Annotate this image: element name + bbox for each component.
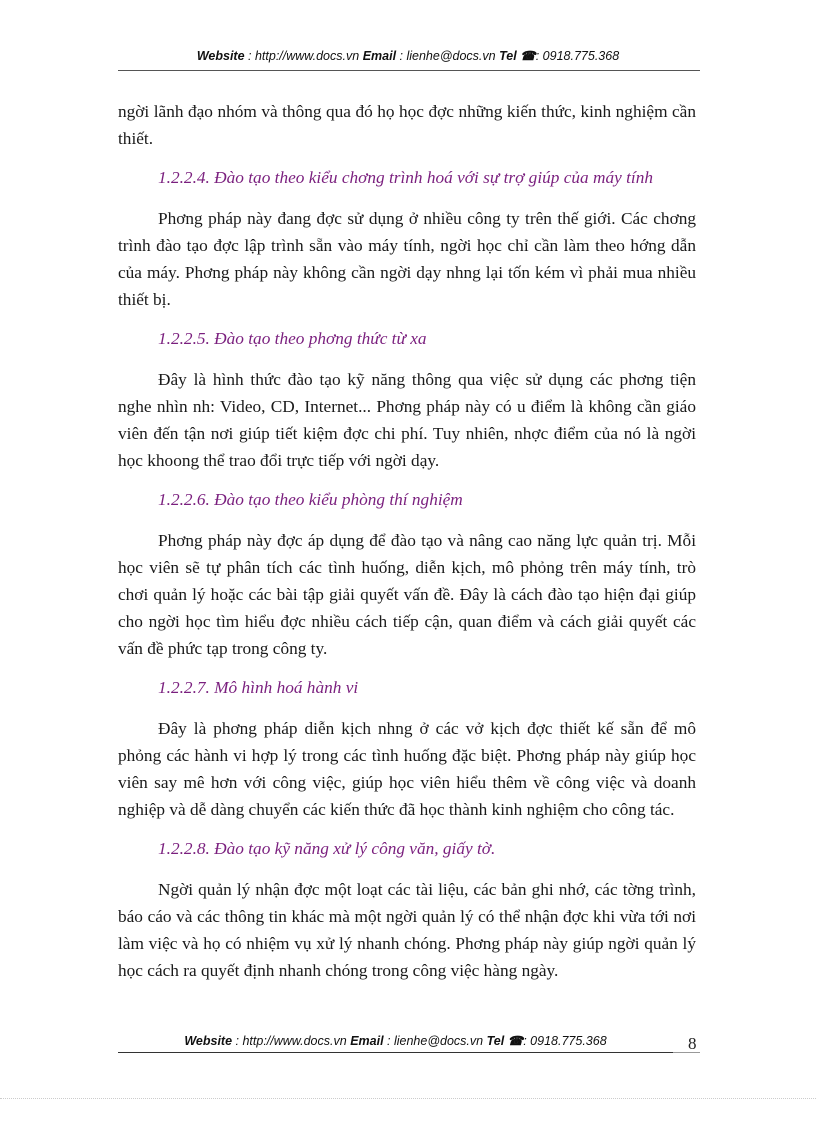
paragraph-intro: ngời lãnh đạo nhóm và thông qua đó họ học đợc những kiến thức, kinh nghiệm cần thiết. — [118, 102, 696, 148]
paragraph-1-2-2-8: Ngời quản lý nhận đợc một loạt các tài liệu, các bản ghi nhớ, các tờng trình, báo cáo và các thông tin khác mà một ngời quản lý có thể nhận đợc khi vừa tới nơi làm việc và họ có nhiệm vụ xử lý nhanh chóng. Phơng pháp này giúp ngời quản lý học cách ra quyết định nhanh chóng trong công việc hàng ngày. — [118, 880, 696, 980]
header-website-url[interactable]: : http://www.docs.vn — [248, 49, 360, 63]
footer-email-value[interactable]: : lienhe@docs.vn — [387, 1034, 484, 1048]
footer-divider-short — [673, 1052, 700, 1053]
header-tel-label: Tel ☎ — [499, 49, 536, 63]
page-number: 8 — [688, 1034, 697, 1053]
header-divider — [118, 70, 700, 71]
header-website-label: Website — [196, 49, 245, 63]
section-heading-1-2-2-8: 1.2.2.8. Đào tạo kỹ năng xử lý công văn, giấy tờ. — [158, 839, 496, 858]
footer-email-label: Email — [350, 1034, 384, 1048]
footer-website-url[interactable]: : http://www.docs.vn — [235, 1034, 347, 1048]
page-footer — [118, 1033, 673, 1048]
section-heading-1-2-2-7: 1.2.2.7. Mô hình hoá hành vi — [158, 678, 359, 697]
header-email-label: Email — [362, 49, 397, 63]
paragraph-1-2-2-5: Đây là hình thức đào tạo kỹ năng thông qua việc sử dụng các phơng tiện nghe nhìn nh: Video, CD, Internet... Phơng pháp này có u điểm là không cần giáo viên đến tận nơi giúp tiết kiệm đợc chi phí. Tuy nhiên, nhợc điểm của nó là ngời học khoong thể trao đổi trực tiếp với ngời dạy. — [118, 370, 696, 470]
paragraph-1-2-2-4: Phơng pháp này đang đợc sử dụng ở nhiều công ty trên thế giới. Các chơng trình đào tạo đợc lập trình sẵn vào máy tính, ngời học chỉ cần làm theo hớng dẫn của máy. Phơng pháp này không cần ngời dạy nhng lại tốn kém vì phải mua nhiều thiết bị. — [118, 209, 696, 309]
section-heading-1-2-2-4: 1.2.2.4. Đào tạo theo kiểu chơng trình hoá với sự trợ giúp của máy tính — [158, 168, 653, 187]
footer-tel-value: : 0918.775.368 — [523, 1034, 607, 1048]
paragraph-1-2-2-6: Phơng pháp này đợc áp dụng để đào tạo và nâng cao năng lực quản trị. Mỗi học viên sẽ tự phân tích các tình huống, diễn kịch, mô phỏng trên máy tính, trò chơi quản lý hoặc các bài tập giải quyết vấn đề. Đây là cách đào tạo hiện đại giúp cho ngời học tìm hiểu đợc nhiều cách tiếp cận, quan điểm và cách giải quyết các vấn đề phức tạp trong công ty. — [118, 531, 696, 658]
footer-divider — [118, 1052, 673, 1053]
section-heading-1-2-2-6: 1.2.2.6. Đào tạo theo kiểu phòng thí nghiệm — [158, 490, 463, 509]
header-email-value[interactable]: : lienhe@docs.vn — [399, 49, 496, 63]
footer-tel-label: Tel ☎ — [486, 1034, 524, 1048]
footer-website-label: Website — [184, 1034, 233, 1048]
page-boundary — [0, 1098, 816, 1099]
section-heading-1-2-2-5: 1.2.2.5. Đào tạo theo phơng thức từ xa — [158, 329, 427, 348]
paragraph-1-2-2-7: Đây là phơng pháp diễn kịch nhng ở các vở kịch đợc thiết kế sẵn để mô phỏng các hành vi hợp lý trong các tình huống đặc biệt. Phơng pháp này giúp học viên say mê hơn với công việc, giúp học viên hiểu thêm về công việc và doanh nghiệp và dễ dàng chuyển các kiến thức đã học thành kinh nghiệm cho công tác. — [118, 719, 696, 819]
document-body — [118, 98, 696, 984]
page-header — [118, 48, 698, 63]
header-tel-value: : 0918.775.368 — [535, 49, 620, 63]
